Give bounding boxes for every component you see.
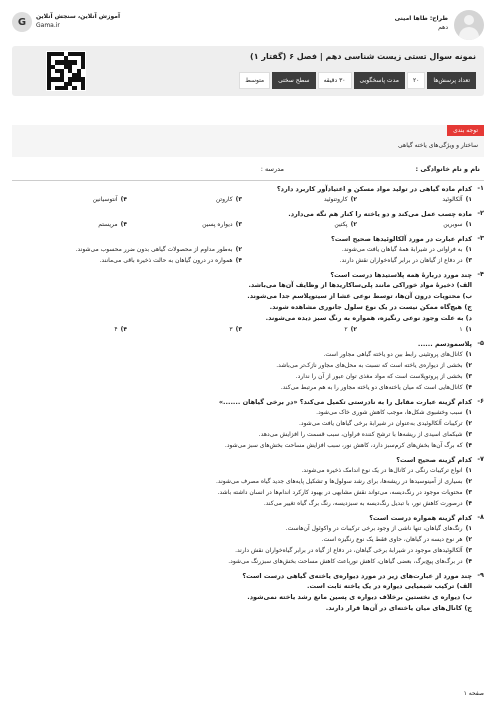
option-number: ۲) — [350, 196, 357, 203]
answer-option[interactable] — [12, 407, 472, 418]
option-number: ۴) — [120, 221, 127, 228]
question-text: پلاسمودسم ...... — [417, 340, 472, 348]
school-label: مدرسه : — [260, 165, 284, 173]
option-number: ۱) — [465, 525, 472, 532]
answer-option[interactable] — [242, 219, 357, 230]
option-text: آنتوسیانین — [92, 196, 118, 203]
question-text: کدام گزینه همواره درست است؟ — [369, 514, 472, 522]
answer-option[interactable] — [12, 194, 127, 205]
option-text: پکتین — [334, 221, 348, 228]
option-number: ۱) — [465, 351, 472, 358]
option-text: سبب وخشبوی‌ شکل‌ها، موجب کاهش شوری خاک می‌شود. — [316, 409, 463, 416]
question-item — [12, 339, 484, 393]
question-item — [12, 571, 484, 614]
answer-options — [12, 349, 484, 393]
question-text: کدام ماده گیاهی در تولید مواد مسکن و اعتیادآور کاربرد دارد؟ — [276, 185, 472, 193]
question-item — [12, 209, 484, 230]
question-item — [12, 234, 484, 266]
option-number: ۲) — [465, 478, 472, 485]
question-number: ۱- — [477, 184, 484, 192]
option-number: ۲) — [465, 536, 472, 543]
option-text: انواع ترکیبات رنگی در کانال‌ها در یک نوع اندامک ذخیره می‌شوند. — [301, 467, 463, 474]
option-text: کانال‌های پروتئینی رابط بین دو یاخته گیاهی مجاور است. — [323, 351, 463, 358]
brand-title: آموزش آنلاین، سنجش آنلاین — [36, 13, 121, 20]
answer-option[interactable] — [12, 545, 472, 556]
option-text: بسیاری از آمینوسیدها در ریشه‌ها، برای رشد سولول‌ها و تشکیل پایه‌های جدید گیاه مصرف می‌شوند. — [216, 478, 463, 485]
statement-list — [12, 581, 472, 614]
page-number: صفحه ۱ — [463, 690, 484, 697]
option-text: کاروتنوئید — [323, 196, 348, 203]
avatar-icon — [454, 10, 484, 40]
answer-option[interactable] — [12, 498, 472, 509]
option-text: محتویات موجود در رنگ‌دیسه، می‌تواند نقش مشابهی در بهبود کارکرد اندام‌ها در انسان داشته باشد. — [217, 489, 463, 496]
question-item — [12, 513, 484, 567]
question-number: ۲- — [477, 209, 484, 217]
header — [12, 10, 484, 42]
note-tag: توجه بندی — [447, 125, 484, 136]
option-number: ۴) — [465, 558, 472, 565]
answer-option[interactable] — [12, 534, 472, 545]
statement-list — [12, 280, 472, 324]
answer-options — [12, 194, 472, 205]
option-text: ۴ — [114, 326, 118, 333]
question-number: ۹- — [477, 571, 484, 579]
exam-title: نمونه سوال تستی زیست شناسی دهم | فصل ۶ (گفتار ۱) — [250, 52, 476, 61]
question-number: ۷- — [477, 455, 484, 463]
question-item — [12, 184, 484, 205]
author-info — [395, 14, 448, 32]
option-text: هر نوع دیسه در گیاهان، حاوی فقط یک نوع رنگیزه است. — [321, 536, 463, 543]
exam-meta-item: ۳۰ دقیقه — [318, 72, 352, 89]
option-text: درصورت کاهش نور، با تبدیل رنگ‌دیسه به سبزدیسه، رنگ برگ گیاه تغییر می‌کند. — [263, 500, 463, 507]
question-text: ماده‌ چسب عمل می‌کند و دو یاخته را کنار هم نگه می‌دارد. — [288, 210, 472, 218]
answer-options — [12, 407, 484, 451]
option-number: ۱) — [465, 196, 472, 203]
answer-option[interactable] — [12, 487, 472, 498]
qr-code-icon — [46, 51, 86, 91]
option-number: ۴) — [465, 442, 472, 449]
option-text: مریستم — [98, 221, 118, 228]
question-text: کدام گزینه صحیح است؟ — [396, 456, 472, 464]
question-list — [12, 184, 484, 618]
answer-option[interactable] — [12, 382, 472, 393]
statement-item: ب) محتویات درون آن‌ها، توسط نوعی غشا از سیتوپلاسم جدا می‌شوند. — [247, 292, 472, 300]
option-text: در برگ‌های پیچ‌برگ، بعضی گیاهان، کاهش نورباعث کاهش مساحت بخش‌های سبزرنگ می‌شود. — [228, 558, 463, 565]
answer-option[interactable] — [12, 349, 472, 360]
answer-option[interactable] — [12, 255, 242, 266]
exam-meta-item: مدت پاسخگویی — [354, 72, 405, 89]
note-text: ساختار و ویژگی‌های یاخته گیاهی — [398, 142, 478, 149]
option-number: ۴) — [120, 196, 127, 203]
option-number: ۳) — [465, 373, 472, 380]
answer-option[interactable] — [12, 324, 127, 335]
answer-option[interactable] — [12, 476, 472, 487]
name-bar — [12, 165, 484, 177]
question-number: ۸- — [477, 513, 484, 521]
answer-option[interactable] — [127, 324, 242, 335]
statement-item: د) به علت وجود نوعی رنگیزه، همواره به رنگ سبز دیده می‌شوند. — [265, 314, 472, 322]
answer-option[interactable] — [357, 194, 472, 205]
question-item — [12, 270, 484, 335]
option-number: ۴) — [235, 257, 242, 264]
answer-options — [12, 465, 484, 509]
note-box — [12, 125, 484, 157]
option-text: که برگ آن‌ها بخش‌های کرم‌سبز دارد، کاهش نور، سبب افزایش مساحت بخش‌های سبز می‌شود. — [224, 442, 463, 449]
brand-url: Gama.ir — [36, 22, 60, 29]
answer-option[interactable] — [12, 556, 472, 567]
answer-option[interactable] — [12, 429, 472, 440]
divider — [12, 180, 484, 181]
exam-meta — [239, 72, 476, 89]
answer-option[interactable] — [12, 371, 472, 382]
option-number: ۳) — [465, 257, 472, 264]
option-number: ۱) — [465, 221, 472, 228]
option-number: ۳) — [235, 221, 242, 228]
answer-option[interactable] — [12, 418, 472, 429]
option-text: به‌طور مداوم از محصولات گیاهی بدون ضرر محسوب می‌شوند. — [75, 246, 233, 253]
answer-option[interactable] — [242, 255, 472, 266]
option-number: ۱) — [465, 246, 472, 253]
option-number: ۳) — [465, 489, 472, 496]
answer-option[interactable] — [357, 324, 472, 335]
option-text: شیکمای اسیدی از ریشه‌ها با ترشح‌ کننده فراوان، سبب قسمت‌ را افزایش می‌دهد. — [258, 431, 463, 438]
brand[interactable] — [12, 12, 120, 32]
statement-item: الف) ترکیب شیمیایی دیواره در یک یاخته ثابت است. — [307, 582, 472, 590]
option-text: بخشی از دیواره‌ی یاخته است که نسبت به محل‌های مجاور نازک‌تر می‌باشد. — [276, 362, 463, 369]
option-text: کاروتن — [215, 196, 233, 203]
option-text: به فراوانی در شیرابهٔ همهٔ گیاهان یافت می‌شوند. — [341, 246, 463, 253]
statement-item: ج) کانال‌های میان یاخته‌ای در آن‌ها قرار دارند. — [325, 604, 472, 612]
option-number: ۳) — [235, 326, 242, 333]
option-number: ۲) — [350, 326, 357, 333]
option-number: ۲) — [465, 362, 472, 369]
exam-meta-item: سطح سختی — [272, 72, 315, 89]
answer-option[interactable] — [12, 219, 127, 230]
question-number: ۵- — [477, 339, 484, 347]
question-item — [12, 455, 484, 509]
statement-item: ب) دیواره ی نخستین برخلاف دیواره ی پسین مانع رشد یاخته نمی‌شود. — [247, 593, 472, 601]
answer-option[interactable] — [127, 219, 242, 230]
question-text: چند مورد دربارهٔ همه پلاستیدها درست است؟ — [330, 271, 472, 279]
statement-item: الف) ذخیرهٔ مواد خوراکی مانند پلی‌ساکاریدها از وظایف آن‌ها می‌باشد. — [248, 281, 472, 289]
exam-meta-item: تعداد پرسش‌ها — [427, 72, 476, 89]
option-number: ۳) — [465, 431, 472, 438]
option-number: ۲) — [465, 420, 472, 427]
option-text: آلکالوئیدهای موجود در شیرابهٔ برخی گیاهان، در دفاع از گیاه در برابر گیاه‌خواران نقش دارند. — [235, 547, 463, 554]
option-text: رنگ‌های گیاهان، تنها ناشی از وجود برخی ترکیبات در واکوئول آن‌هاست. — [285, 525, 463, 532]
question-number: ۶- — [477, 397, 484, 405]
question-text: کدام گزینه عبارت مقابل را به نادرستی تکمیل می‌کند؟ «در برخی گیاهان .......» — [218, 398, 472, 406]
answer-option[interactable] — [242, 244, 472, 255]
answer-options — [12, 244, 472, 266]
answer-option[interactable] — [12, 244, 242, 255]
answer-options — [12, 523, 484, 567]
option-number: ۴) — [465, 384, 472, 391]
option-text: در دفاع از گیاهان در برابر گیاه‌خواران نقش دارند. — [339, 257, 463, 264]
option-number: ۱) — [465, 326, 472, 333]
option-number: ۲) — [350, 221, 357, 228]
option-number: ۱) — [465, 467, 472, 474]
option-text: آلکالوئید — [442, 196, 463, 203]
option-text: ترکیبات آلکالوئیدی به‌عنوان در شیرابهٔ برخی گیاهان یافت می‌شود. — [299, 420, 463, 427]
option-number: ۳) — [235, 196, 242, 203]
option-text: کانال‌هایی است که میان یاخته‌های دو یاخته مجاور را به هم مرتبط می‌کند. — [280, 384, 463, 391]
name-label: نام و نام خانوادگی : — [415, 165, 480, 173]
statement-item: ج) هیچ‌گاه ممکن نیست در یک نوع سلول جانوری مشاهده شوند. — [269, 303, 472, 311]
option-text: سوبرین — [443, 221, 463, 228]
answer-option[interactable] — [12, 465, 472, 476]
answer-options — [12, 324, 472, 335]
author-label: طراح: طاها امینی — [394, 15, 448, 22]
option-text: همواره در درون گیاهان به حالت ذخیره باقی می‌مانند. — [99, 257, 233, 264]
option-number: ۳) — [465, 547, 472, 554]
answer-option[interactable] — [242, 324, 357, 335]
option-text: ۲ — [344, 326, 348, 333]
option-number: ۲) — [235, 246, 242, 253]
option-text: ۱ — [459, 326, 463, 333]
answer-option[interactable] — [12, 440, 472, 451]
question-number: ۳- — [477, 234, 484, 242]
option-number: ۴) — [120, 326, 127, 333]
answer-option[interactable] — [12, 523, 472, 534]
answer-option[interactable] — [12, 360, 472, 371]
answer-options — [12, 219, 472, 230]
exam-meta-item: ۲۰ — [407, 72, 425, 89]
option-number: ۱) — [465, 409, 472, 416]
brand-text — [36, 12, 120, 30]
title-box — [12, 46, 484, 96]
exam-meta-item: متوسط — [239, 72, 270, 89]
question-text: چند مورد از عبارت‌های زیر در مورد دیواره‌ی یاخته‌ی گیاهی درست است؟ — [242, 572, 472, 580]
answer-option[interactable] — [127, 194, 242, 205]
author-grade: دهم — [438, 24, 448, 31]
option-text: بخشی از پروتوپلاست است که مواد مغذی توان عبور از آن را ندارد. — [295, 373, 463, 380]
option-text: ۳ — [229, 326, 233, 333]
answer-option[interactable] — [357, 219, 472, 230]
gama-logo-icon: G — [12, 12, 32, 32]
option-text: دیواره پسین — [202, 221, 233, 228]
question-number: ۴- — [477, 270, 484, 278]
answer-option[interactable] — [242, 194, 357, 205]
question-item — [12, 397, 484, 451]
question-text: کدام عبارت در مورد آلکالوئیدها صحیح است؟ — [331, 235, 472, 243]
option-number: ۴) — [465, 500, 472, 507]
